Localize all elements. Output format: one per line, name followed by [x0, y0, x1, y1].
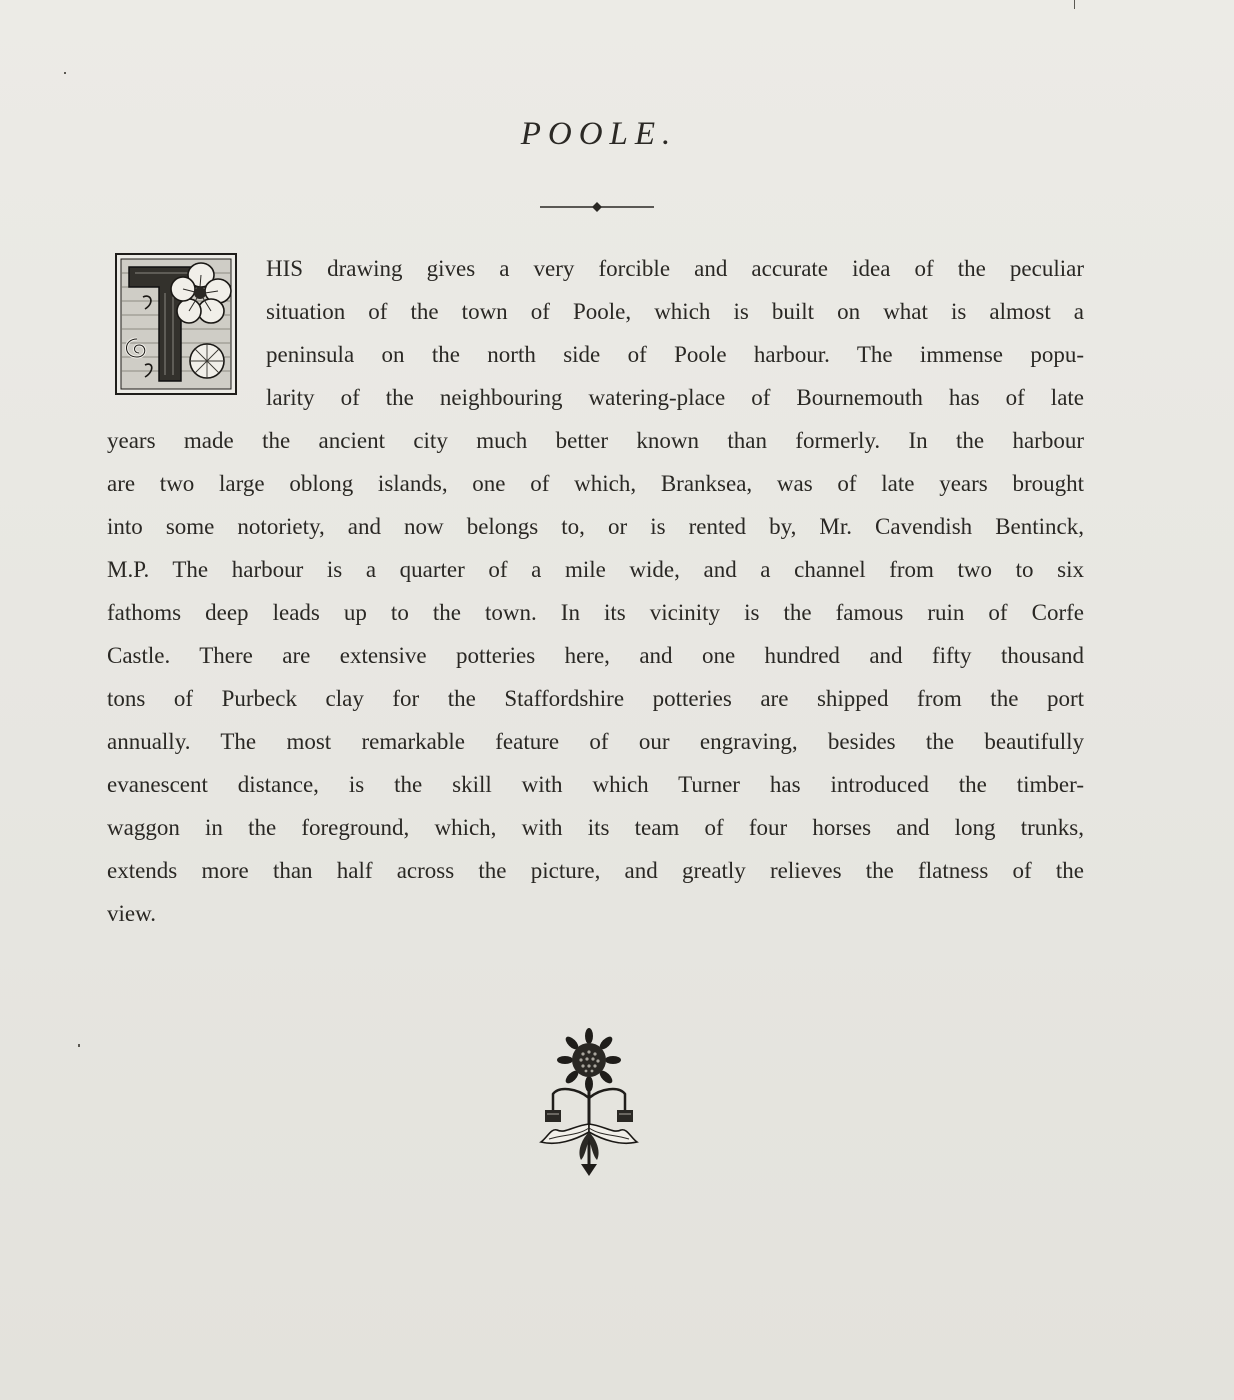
- text-line: fathoms deep leads up to the town. In its vicinity is the famous ruin of Corfe: [107, 600, 1084, 625]
- text-line: peninsula on the north side of Poole harbour. The immense popu-: [266, 342, 1084, 367]
- text-line: extends more than half across the picture, and greatly relieves the flatness of the: [107, 858, 1084, 883]
- text-line: annually. The most remarkable feature of our engraving, besides the beautifully: [107, 729, 1084, 754]
- text-line: tons of Purbeck clay for the Staffordshire potteries are shipped from the port: [107, 686, 1084, 711]
- text-line: are two large oblong islands, one of which, Branksea, was of late years brought: [107, 471, 1084, 496]
- text-line: M.P. The harbour is a quarter of a mile wide, and a channel from two to six: [107, 557, 1084, 582]
- paper-speck: [64, 72, 66, 74]
- page-title: POOLE.: [520, 116, 678, 152]
- paper-speck: [78, 1044, 80, 1047]
- text-line: HIS drawing gives a very forcible and accurate idea of the peculiar: [266, 256, 1084, 281]
- text-line: years made the ancient city much better known than formerly. In the harbour: [107, 428, 1084, 453]
- text-line: into some notoriety, and now belongs to, or is rented by, Mr. Cavendish Bentinck,: [107, 514, 1084, 539]
- sunflower-ornament-icon: [537, 1028, 641, 1176]
- text-line: Castle. There are extensive potteries here, and one hundred and fifty thousand: [107, 643, 1084, 668]
- text-line: larity of the neighbouring watering-place of Bournemouth has of late: [266, 385, 1084, 410]
- text-line: waggon in the foreground, which, with its team of four horses and long trunks,: [107, 815, 1084, 840]
- edge-mark: [1074, 0, 1075, 9]
- body-paragraph: [107, 248, 1084, 948]
- text-line: view.: [107, 901, 156, 926]
- text-line: situation of the town of Poole, which is built on what is almost a: [266, 299, 1084, 324]
- text-line: evanescent distance, is the skill with which Turner has introduced the timber-: [107, 772, 1084, 797]
- diamond-rule-icon: [540, 200, 654, 214]
